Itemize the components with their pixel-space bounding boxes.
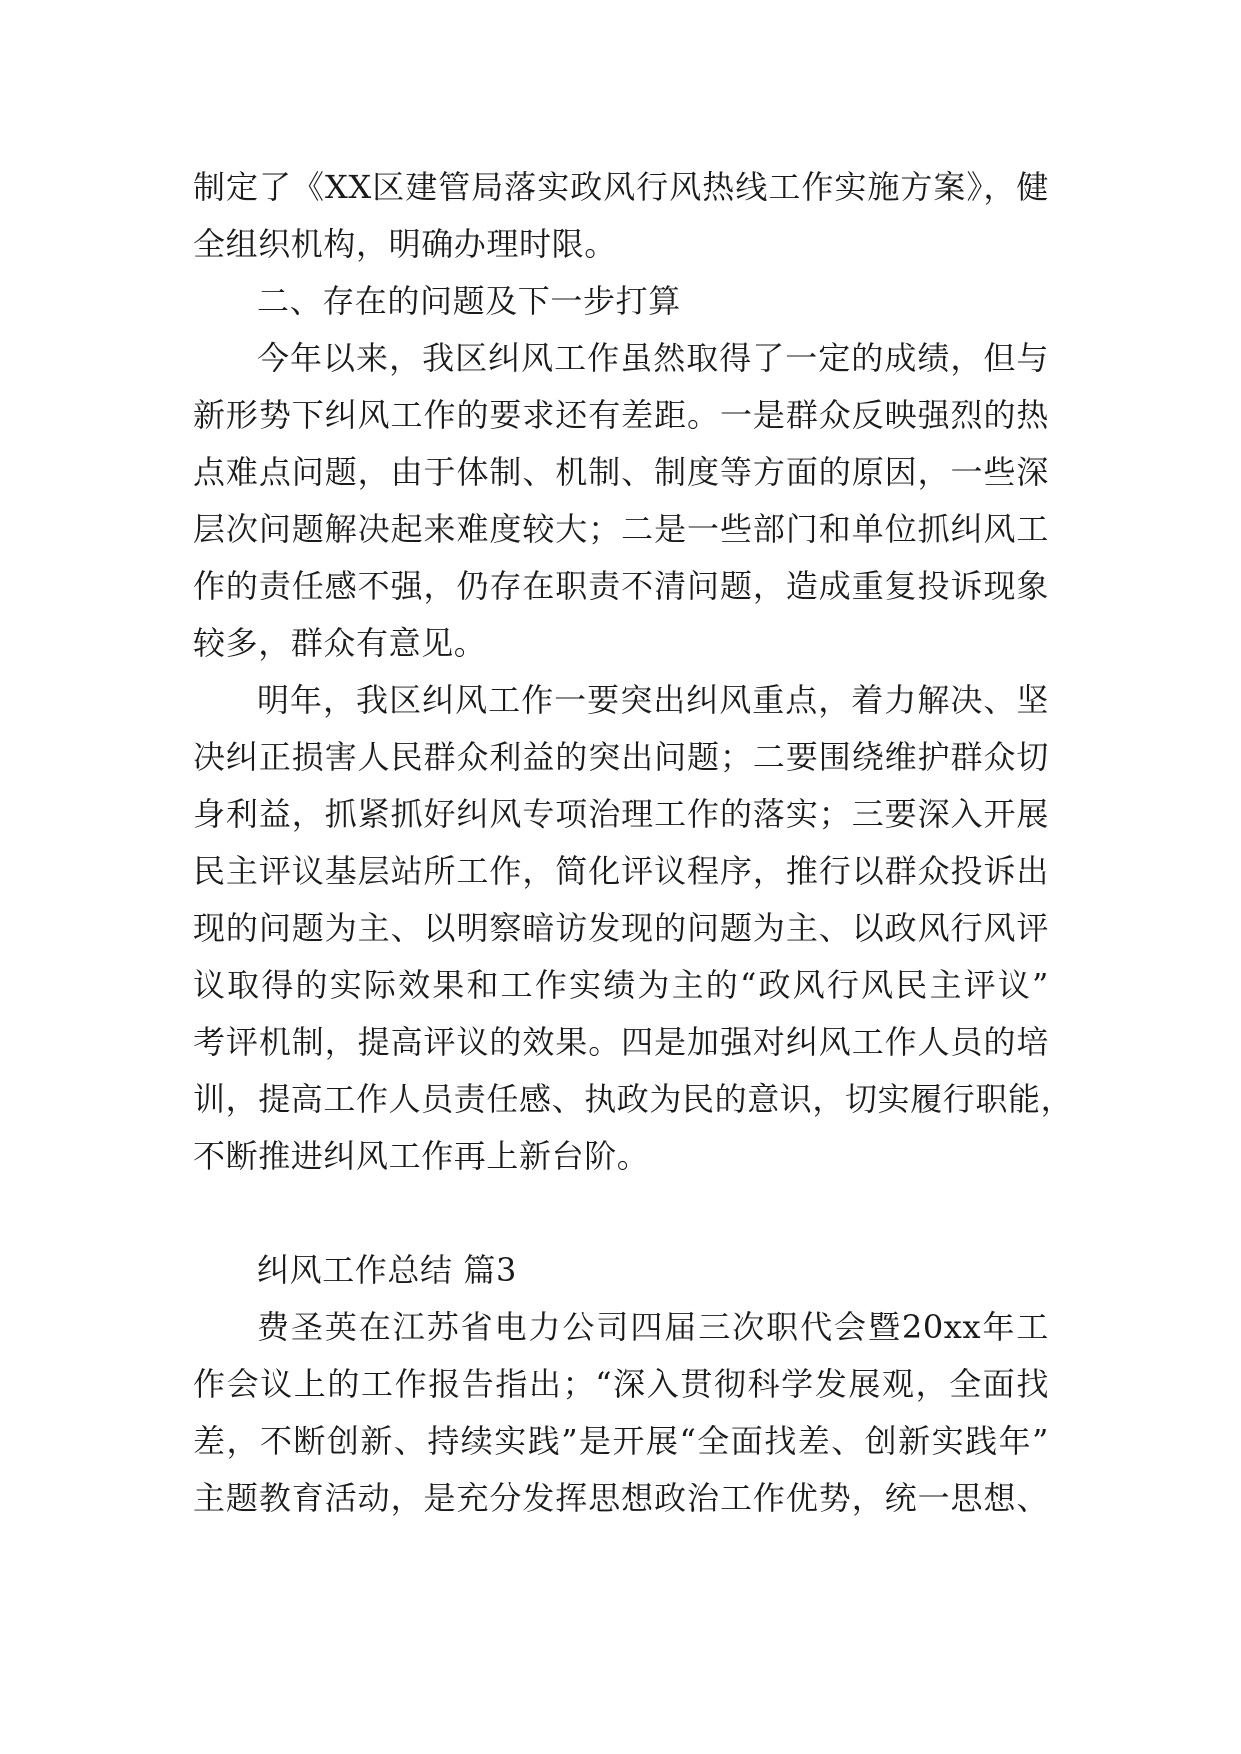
text-line: 现的问题为主、以明察暗访发现的问题为主、以政风行风评 — [193, 909, 1049, 947]
text-line: 制定了《XX区建管局落实政风行风热线工作实施方案》，健 — [193, 168, 1049, 206]
text-line: 点难点问题，由于体制、机制、制度等方面的原因，一些深 — [193, 453, 1049, 491]
text-line: 作的责任感不强，仍存在职责不清问题，造成重复投诉现象 — [193, 567, 1049, 605]
article-heading: 纠风工作总结 篇3 — [257, 1251, 517, 1289]
text-line: 决纠正损害人民群众利益的突出问题；二要围绕维护群众切 — [193, 738, 1049, 776]
text-line: 新形势下纠风工作的要求还有差距。一是群众反映强烈的热 — [193, 396, 1049, 434]
text-line: 不断推进纠风工作再上新台阶。 — [193, 1137, 650, 1175]
text-line: 费圣英在江苏省电力公司四届三次职代会暨20xx年工 — [257, 1308, 1049, 1346]
text-line: 作会议上的工作报告指出；“深入贯彻科学发展观，全面找 — [193, 1365, 1049, 1403]
text-line: 较多，群众有意见。 — [193, 624, 487, 662]
text-line: 考评机制，提高评议的效果。四是加强对纠风工作人员的培 — [193, 1023, 1049, 1061]
text-line: 差，不断创新、持续实践”是开展“全面找差、创新实践年” — [193, 1422, 1049, 1460]
text-line: 全组织机构，明确办理时限。 — [193, 225, 617, 263]
text-line: 层次问题解决起来难度较大；二是一些部门和单位抓纠风工 — [193, 510, 1049, 548]
text-line: 训，提高工作人员责任感、执政为民的意识，切实履行职能， — [193, 1080, 1074, 1118]
section-heading: 二、存在的问题及下一步打算 — [257, 282, 681, 320]
text-line: 今年以来，我区纠风工作虽然取得了一定的成绩，但与 — [257, 339, 1049, 377]
text-line: 民主评议基层站所工作，简化评议程序，推行以群众投诉出 — [193, 852, 1049, 890]
text-line: 议取得的实际效果和工作实绩为主的“政风行风民主评议” — [193, 966, 1049, 1004]
text-line: 明年，我区纠风工作一要突出纠风重点，着力解决、坚 — [257, 681, 1049, 719]
text-line: 主题教育活动，是充分发挥思想政治工作优势，统一思想、 — [193, 1479, 1049, 1517]
text-line: 身利益，抓紧抓好纠风专项治理工作的落实；三要深入开展 — [193, 795, 1049, 833]
